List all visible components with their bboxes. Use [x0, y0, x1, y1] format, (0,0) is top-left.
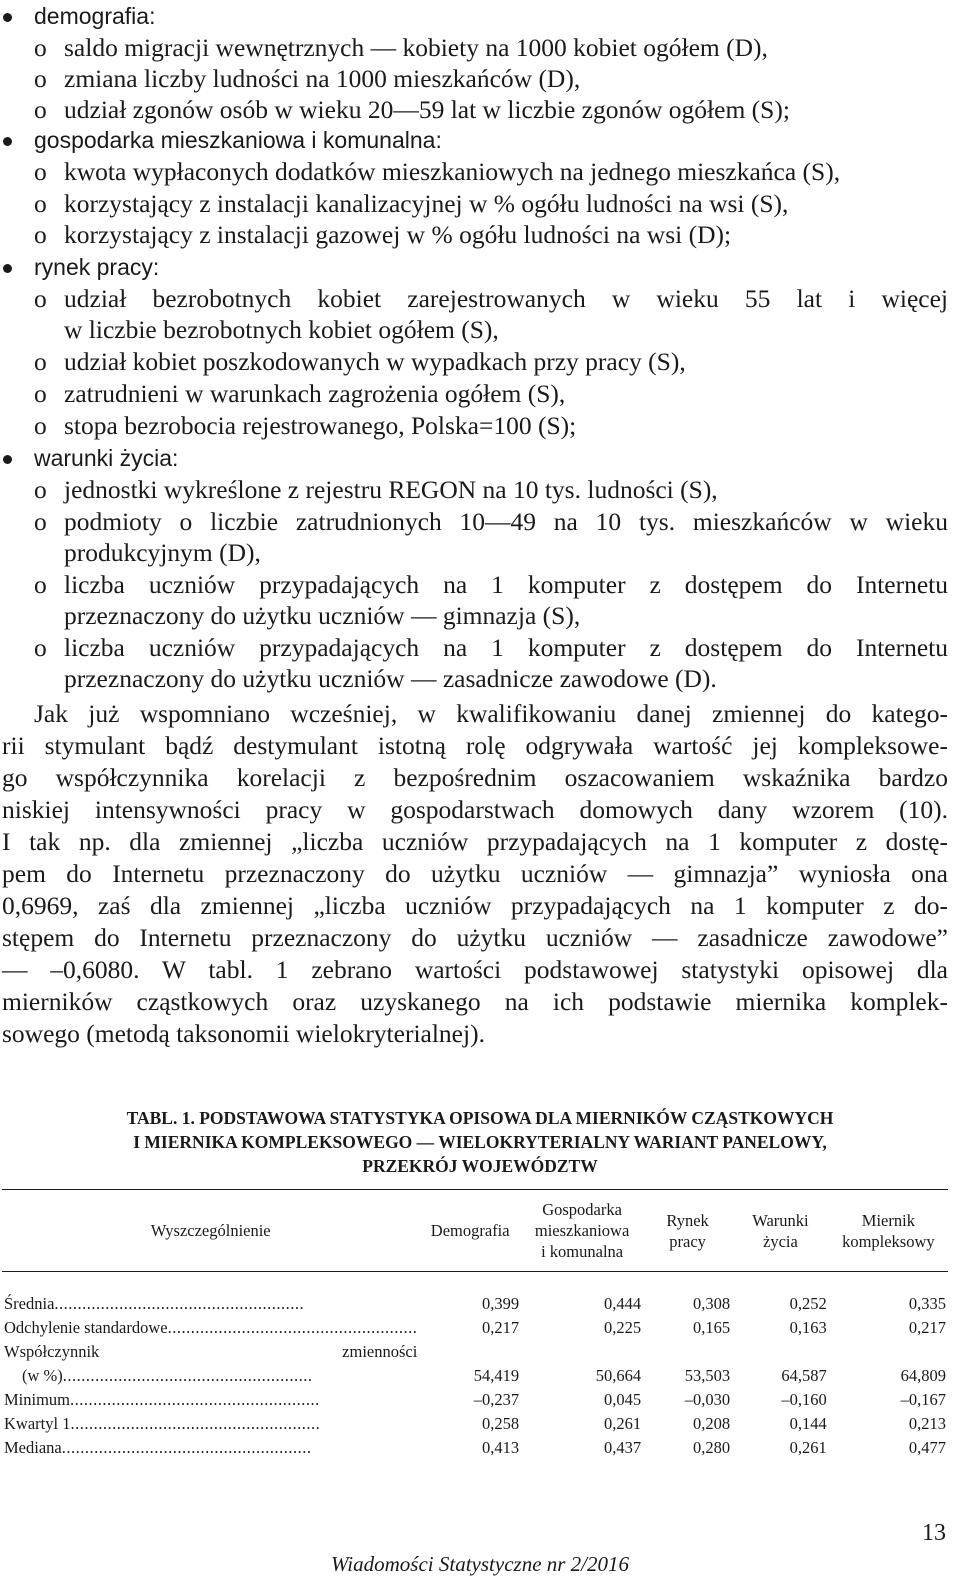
table-title-line: PRZEKRÓJ WOJEWÓDZTW	[362, 1156, 598, 1176]
table-row	[2, 1388, 948, 1412]
table-row	[2, 1340, 948, 1364]
list-heading-demografia: demografia:	[34, 3, 156, 29]
list-item: podmioty o liczbie zatrudnionych 10—49 na 10 tys. mieszkańców w wieku	[64, 507, 948, 536]
row-label: Odchylenie standardowe......................................................	[4, 1318, 418, 1337]
bullet-icon	[3, 13, 12, 22]
row-label: Średnia......................................................	[4, 1294, 305, 1313]
row-label-text: Współczynnik	[4, 1342, 100, 1361]
table-cell: 0,444	[603, 1294, 642, 1313]
table-cell: 0,252	[789, 1294, 827, 1313]
list-item: udział kobiet poszkodowanych w wypadkach przy pracy (S),	[64, 347, 686, 376]
paragraph-line: go współczynnika korelacji z bezpośrednim oszacowaniem wskaźnika bardzo	[2, 763, 948, 792]
table-cell: 50,664	[595, 1366, 642, 1385]
sub-bullet-icon: o	[34, 33, 47, 62]
sub-bullet-icon: o	[34, 411, 47, 440]
paragraph-line: sowego (metodą taksonomii wielokryterialnej).	[2, 1019, 485, 1048]
sub-bullet-icon: o	[34, 379, 47, 408]
list-item: kwota wypłaconych dodatków mieszkaniowych na jednego mieszkańca (S),	[64, 157, 841, 186]
page-footer: Wiadomości Statystyczne nr 2/2016	[330, 1552, 630, 1576]
table-cell: 0,335	[908, 1294, 946, 1313]
table-cell: –0,160	[781, 1390, 827, 1409]
paragraph-line: niskiej intensywności pracy w gospodarstwach domowych dany wzorem (10).	[2, 795, 948, 824]
column-header: Demografia	[419, 1190, 521, 1272]
table-cell: 0,308	[692, 1294, 731, 1313]
table-cell: 0,399	[481, 1294, 520, 1313]
table-header-row	[2, 1190, 948, 1272]
sub-bullet-icon: o	[34, 347, 47, 376]
row-label	[2, 1340, 419, 1364]
paragraph-line: stępem do Internetu przeznaczony do użytku uczniów — zasadnicze zawodowe”	[2, 923, 948, 952]
table-row	[2, 1272, 948, 1317]
table-row	[2, 1316, 948, 1340]
bullet-icon	[3, 137, 12, 146]
bullet-icon	[3, 455, 12, 464]
list-item: korzystający z instalacji gazowej w % ogółu ludności na wsi (D);	[64, 220, 732, 249]
sub-bullet-icon: o	[34, 570, 47, 599]
sub-bullet-icon: o	[34, 475, 47, 504]
list-heading-gospodarka: gospodarka mieszkaniowa i komunalna:	[34, 127, 442, 153]
row-label: (w %)......................................................	[2, 1364, 419, 1388]
row-label-text: (w %)	[22, 1366, 63, 1385]
table-title-line: I MIERNIKA KOMPLEKSOWEGO — WIELOKRYTERIALNY WARIANT PANELOWY,	[133, 1132, 827, 1152]
row-label-text: Średnia	[4, 1294, 55, 1313]
column-header	[829, 1190, 948, 1272]
list-item: zatrudnieni w warunkach zagrożenia ogółem (S),	[64, 379, 566, 408]
row-label-text: zmienności	[342, 1342, 418, 1361]
table-cell: 0,045	[603, 1390, 642, 1409]
column-header-line: Gospodarka	[542, 1200, 622, 1219]
table-cell: –0,167	[900, 1390, 946, 1409]
table-cell: 0,258	[481, 1414, 520, 1433]
table-cell: 0,208	[692, 1414, 731, 1433]
list-item: saldo migracji wewnętrznych — kobiety na 1000 kobiet ogółem (D),	[64, 33, 768, 62]
list-item-continuation: w liczbie bezrobotnych kobiet ogółem (S),	[64, 315, 499, 344]
sub-bullet-icon: o	[34, 633, 47, 662]
table-cell: 53,503	[684, 1366, 731, 1385]
sub-bullet-icon: o	[34, 157, 47, 186]
list-item: korzystający z instalacji kanalizacyjnej w % ogółu ludności na wsi (S),	[64, 189, 789, 218]
paragraph-line: Jak już wspomniano wcześniej, w kwalifikowaniu danej zmiennej do katego-	[34, 699, 948, 728]
column-header-line: Miernik	[861, 1210, 915, 1230]
column-header-line: i komunalna	[541, 1242, 624, 1261]
list-item: udział bezrobotnych kobiet zarejestrowanych w wieku 55 lat i więcej	[64, 284, 948, 313]
row-label-text: Minimum	[4, 1390, 71, 1409]
list-item: udział zgonów osób w wieku 20—59 lat w liczbie zgonów ogółem (S);	[64, 95, 790, 124]
list-heading-warunki: warunki życia:	[34, 445, 179, 471]
table-cell: 64,809	[900, 1366, 946, 1385]
list-item-continuation: przeznaczony do użytku uczniów — zasadnicze zawodowe (D).	[64, 664, 717, 693]
table-cell: 0,477	[908, 1438, 946, 1457]
row-label-text: Kwartyl 1	[4, 1414, 71, 1433]
table-cell: 0,261	[789, 1438, 827, 1457]
paragraph-line: 0,6969, zaś dla zmiennej „liczba uczniów przypadających na 1 komputer z do-	[2, 891, 948, 920]
column-header	[521, 1190, 643, 1272]
bullet-icon	[3, 264, 12, 273]
table-row	[2, 1436, 948, 1460]
column-header: Wyszczególnienie	[2, 1190, 419, 1272]
page-number: 13	[922, 1520, 946, 1546]
list-item: liczba uczniów przypadających na 1 komputer z dostępem do Internetu	[64, 633, 948, 662]
table-cell: 0,413	[481, 1438, 520, 1457]
table-cell: 0,225	[603, 1318, 642, 1337]
paragraph-line: I tak np. dla zmiennej „liczba uczniów przypadających na 1 komputer z dostę-	[2, 827, 948, 856]
sub-bullet-icon: o	[34, 507, 47, 536]
column-header-line: kompleksowy	[842, 1231, 935, 1251]
table-cell: 0,261	[603, 1414, 642, 1433]
table-cell: 0,280	[692, 1438, 731, 1457]
list-item-continuation: przeznaczony do użytku uczniów — gimnazja (S),	[64, 601, 581, 630]
sub-bullet-icon: o	[34, 95, 47, 124]
list-item: liczba uczniów przypadających na 1 komputer z dostępem do Internetu	[64, 570, 948, 599]
column-header: Warunki życia	[732, 1190, 829, 1272]
row-label-text: Mediana	[4, 1438, 62, 1457]
row-label: Kwartyl 1......................................................	[4, 1414, 321, 1433]
table-cell: 0,217	[908, 1318, 946, 1337]
row-label: Mediana......................................................	[4, 1438, 312, 1457]
list-item: stopa bezrobocia rejestrowanego, Polska=100 (S);	[64, 411, 577, 440]
sub-bullet-icon: o	[34, 284, 47, 313]
table-cell: 0,165	[692, 1318, 731, 1337]
list-item-continuation: produkcyjnym (D),	[64, 538, 261, 567]
paragraph-line: rii stymulant bądź destymulant istotną rolę odgrywała wartość jej kompleksowe-	[2, 731, 948, 760]
table-cell: 0,217	[481, 1318, 520, 1337]
table-row	[2, 1364, 948, 1388]
table-cell: 64,587	[781, 1366, 827, 1385]
statistics-table	[2, 1189, 948, 1460]
list-item: zmiana liczby ludności na 1000 mieszkańców (D),	[64, 64, 581, 93]
table-cell: 0,213	[908, 1414, 946, 1433]
table-cell: 0,144	[789, 1414, 827, 1433]
column-header-line: mieszkaniowa	[534, 1221, 630, 1240]
table-title-line: TABL. 1. PODSTAWOWA STATYSTYKA OPISOWA DLA MIERNIKÓW CZĄSTKOWYCH	[126, 1108, 834, 1128]
table-cell: –0,237	[473, 1390, 520, 1409]
column-header: Rynek pracy	[643, 1190, 732, 1272]
table-cell: 0,163	[789, 1318, 827, 1337]
row-label-text: Odchylenie standardowe	[4, 1318, 168, 1337]
table-cell: 54,419	[473, 1366, 520, 1385]
table-cell: –0,030	[684, 1390, 731, 1409]
table-row	[2, 1412, 948, 1436]
list-heading-rynek: rynek pracy:	[34, 254, 160, 280]
table-cell: 0,437	[603, 1438, 642, 1457]
paragraph-line: — –0,6080. W tabl. 1 zebrano wartości podstawowej statystyki opisowej dla	[2, 955, 948, 984]
sub-bullet-icon: o	[34, 189, 47, 218]
sub-bullet-icon: o	[34, 220, 47, 249]
paragraph-line: mierników cząstkowych oraz uzyskanego na ich podstawie miernika komplek-	[2, 987, 948, 1016]
list-item: jednostki wykreślone z rejestru REGON na 10 tys. ludności (S),	[64, 475, 718, 504]
paragraph-line: pem do Internetu przeznaczony do użytku uczniów — gimnazja” wyniosła ona	[2, 859, 948, 888]
sub-bullet-icon: o	[34, 64, 47, 93]
row-label: Minimum......................................................	[4, 1390, 320, 1409]
